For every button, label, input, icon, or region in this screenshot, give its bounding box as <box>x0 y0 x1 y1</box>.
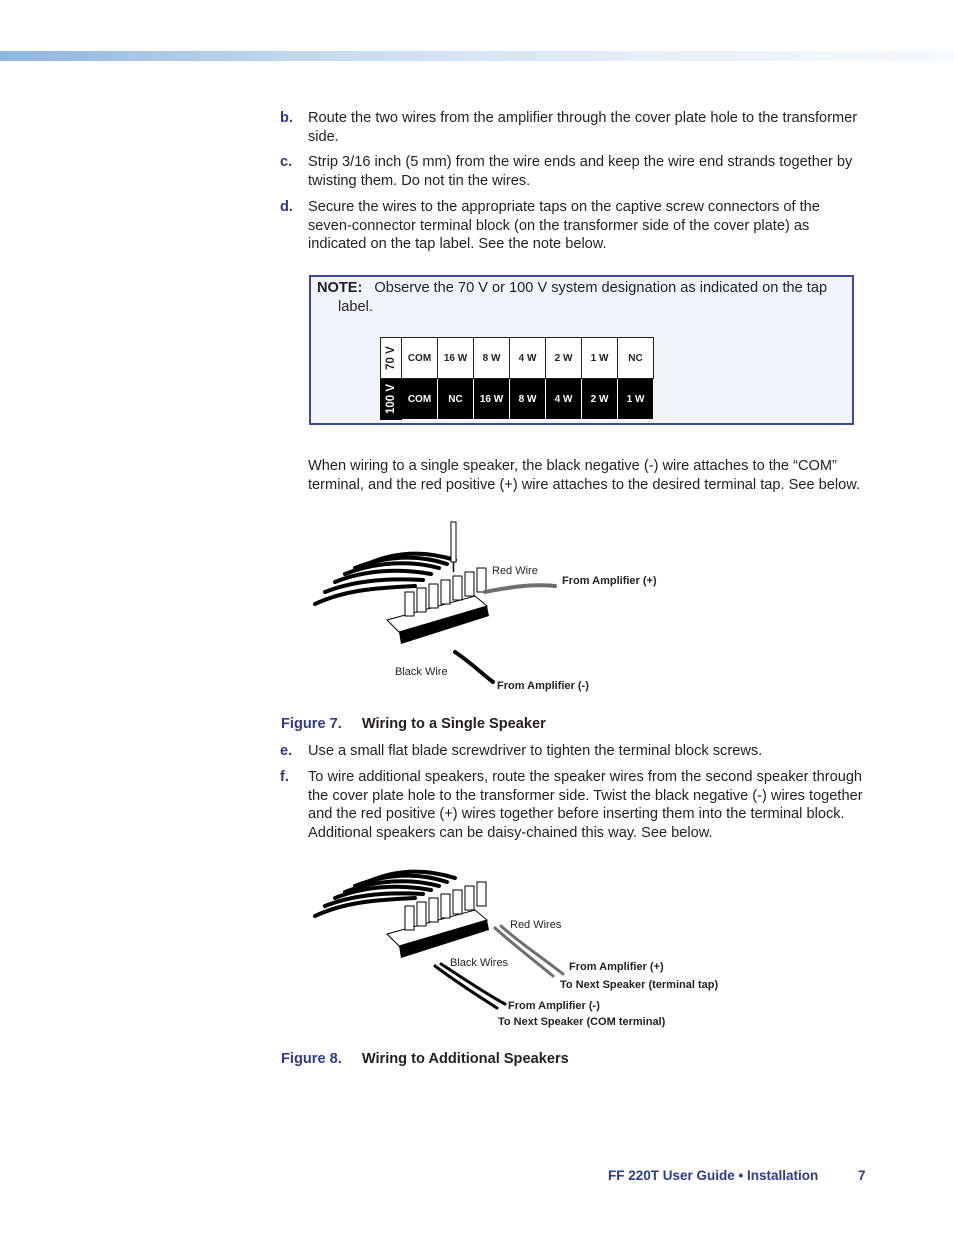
label-next-speaker-tap: To Next Speaker (terminal tap) <box>560 979 719 991</box>
tap-cell: NC <box>618 338 654 379</box>
note-content <box>317 279 858 317</box>
label-from-amp-pos: From Amplifier (+) <box>569 961 664 973</box>
step-text: Route the two wires from the amplifier through the cover plate hole to the transformer side. <box>308 110 858 145</box>
tap-cell: 4 W <box>510 338 546 379</box>
tap-row-70v <box>381 338 654 379</box>
step-c <box>280 153 865 190</box>
tap-cell: 16 W <box>474 379 510 420</box>
figure-number: Figure 7. <box>281 716 342 732</box>
tap-cell: 1 W <box>618 379 654 420</box>
tap-cell: 16 W <box>438 338 474 379</box>
single-speaker-paragraph: When wiring to a single speaker, the black negative (-) wire attaches to the “COM” terminal, and the red positive (+) wire attaches to the desired terminal tap. See below. <box>308 458 861 493</box>
label-black-wire: Black Wire <box>395 666 448 678</box>
header-gradient-bar <box>0 51 954 61</box>
screwdriver-icon <box>451 522 456 572</box>
tap-cell: COM <box>402 379 438 420</box>
red-wire <box>485 585 555 592</box>
tap-cell: 1 W <box>582 338 618 379</box>
tap-cell: NC <box>438 379 474 420</box>
footer-title: FF 220T User Guide • Installation <box>608 1168 819 1183</box>
label-red-wire: Red Wire <box>492 565 538 577</box>
tap-cell: 4 W <box>546 379 582 420</box>
tap-label-table <box>380 337 654 420</box>
step-letter: d. <box>280 199 293 215</box>
figure7-caption <box>281 716 546 732</box>
figure8-diagram <box>305 866 745 1036</box>
note-label: NOTE: <box>317 280 363 296</box>
page-number: 7 <box>858 1168 866 1183</box>
tap-cell: 2 W <box>546 338 582 379</box>
label-red-wires: Red Wires <box>510 919 562 931</box>
figure-number: Figure 8. <box>281 1051 342 1067</box>
tap-row-100v <box>381 379 654 420</box>
step-letter: e. <box>280 743 293 759</box>
label-from-amp-pos: From Amplifier (+) <box>562 575 657 587</box>
voltage-label-100v: 100 V <box>381 379 402 420</box>
step-letter: b. <box>280 110 293 126</box>
step-text: To wire additional speakers, route the speaker wires from the second speaker through the cover plate hole to the transformer side. Twist the black negative (-) wires together and the red positive (+) wires together before inserting them into the terminal block. Additional speakers can be daisy-chained this way. See below. <box>308 769 863 841</box>
step-f <box>280 768 865 842</box>
step-letter: c. <box>280 154 293 170</box>
figure8-caption <box>281 1051 569 1067</box>
tap-cell: 8 W <box>474 338 510 379</box>
tap-cell: 2 W <box>582 379 618 420</box>
step-letter: f. <box>280 769 289 785</box>
note-text: Observe the 70 V or 100 V system designation as indicated on the tap label. <box>338 280 828 315</box>
black-wire <box>455 652 493 682</box>
figure-title: Wiring to Additional Speakers <box>361 1051 569 1067</box>
step-text: Strip 3/16 inch (5 mm) from the wire ends and keep the wire end strands together by twisting them. Do not tin the wires. <box>308 154 853 189</box>
step-text: Use a small flat blade screwdriver to tighten the terminal block screws. <box>308 743 763 759</box>
step-text: Secure the wires to the appropriate taps on the captive screw connectors of the seven-connector terminal block (on the transformer side of the cover plate) as indicated on the tap label. See the note below. <box>308 199 820 252</box>
figure-title: Wiring to a Single Speaker <box>361 716 546 732</box>
label-black-wires: Black Wires <box>450 957 509 969</box>
step-b <box>280 109 865 146</box>
tap-cell: COM <box>402 338 438 379</box>
tap-cell: 8 W <box>510 379 546 420</box>
step-e <box>280 742 865 761</box>
figure7-diagram <box>305 520 685 700</box>
step-d <box>280 198 865 254</box>
label-from-amp-neg: From Amplifier (-) <box>508 1000 600 1012</box>
voltage-label-70v: 70 V <box>381 338 402 379</box>
label-from-amp-neg: From Amplifier (-) <box>497 680 589 692</box>
black-wires <box>435 964 505 1008</box>
label-next-speaker-com: To Next Speaker (COM terminal) <box>498 1016 666 1028</box>
